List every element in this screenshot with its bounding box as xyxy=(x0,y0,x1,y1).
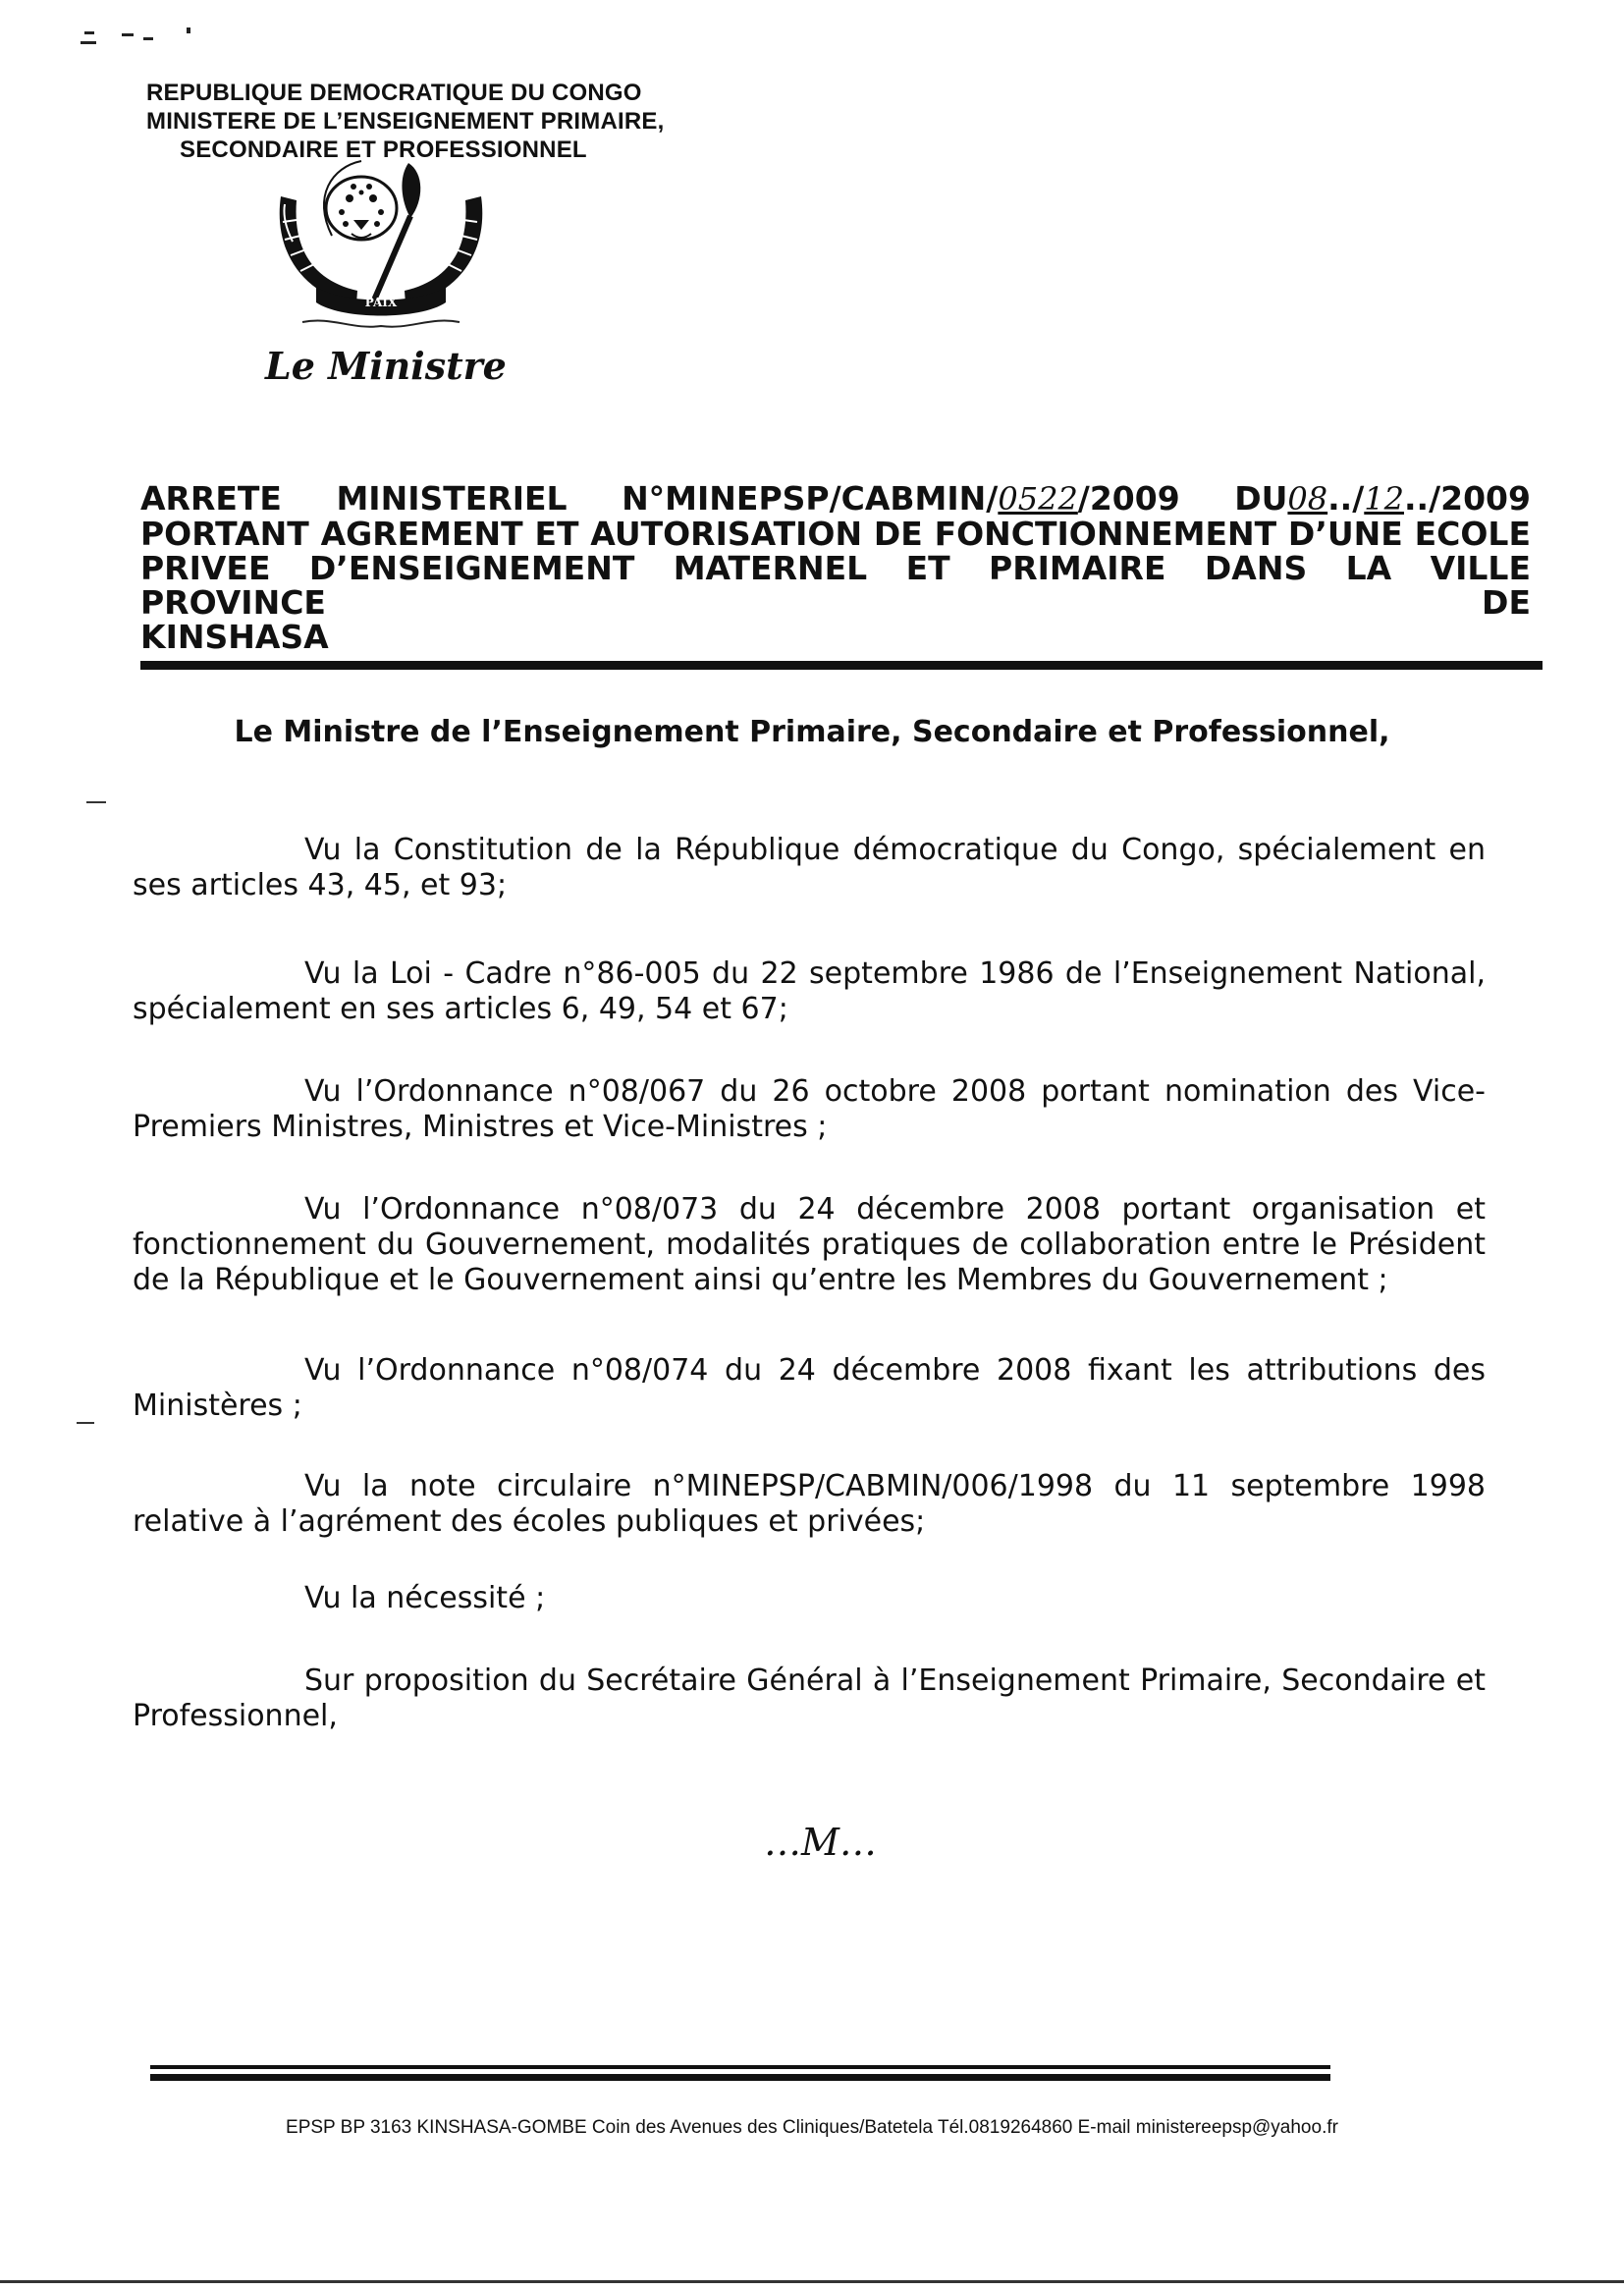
title-divider xyxy=(140,661,1543,670)
footer-divider-thick xyxy=(150,2074,1330,2081)
decree-number-line xyxy=(140,481,1531,517)
coat-of-arms-icon xyxy=(263,157,499,334)
decree-date xyxy=(1234,481,1531,517)
decree-subject-line2: PRIVEE D’ENSEIGNEMENT MATERNEL ET PRIMAIRE DANS LA VILLE PROVINCE DE xyxy=(140,549,1531,622)
decree-date-prefix: DU xyxy=(1234,479,1288,518)
signatory-script: Le Ministre xyxy=(265,344,507,388)
minister-heading: Le Ministre de l’Enseignement Primaire, Secondaire et Professionnel, xyxy=(234,715,1390,749)
footer-address: EPSP BP 3163 KINSHASA-GOMBE Coin des Avenues des Cliniques/Batetela Tél.0819264860 E-mail ministereepsp@yahoo.fr xyxy=(286,2117,1338,2138)
scan-speck xyxy=(122,33,134,36)
header-country: REPUBLIQUE DEMOCRATIQUE DU CONGO xyxy=(146,80,642,106)
title-word-arrete: ARRETE xyxy=(140,479,282,518)
page-initials: …M… xyxy=(764,1821,877,1864)
footer-divider-thin xyxy=(150,2065,1330,2069)
title-word-ministeriel: MINISTERIEL xyxy=(336,479,568,518)
decree-date-month: 12 xyxy=(1364,480,1404,518)
date-separator: .. xyxy=(1327,479,1353,518)
consideration-loi-cadre: Vu la Loi - Cadre n°86-005 du 22 septembre 1986 de l’Enseignement National, spécialement en ses articles 6, 49, 54 et 67; xyxy=(133,956,1486,1026)
scan-speck xyxy=(86,801,106,803)
consideration-ordonnance-067: Vu l’Ordonnance n°08/067 du 26 octobre 2008 portant nomination des Vice-Premiers Ministres, Ministres et Vice-Ministres ; xyxy=(133,1074,1486,1144)
consideration-ordonnance-073: Vu l’Ordonnance n°08/073 du 24 décembre 2008 portant organisation et fonctionnement du Gouvernement, modalités pratiques de collaboration entre le Président de la République et le Gouvernement ainsi qu’entre les Membres du Gouvernement ; xyxy=(133,1192,1486,1297)
consideration-constitution: Vu la Constitution de la République démocratique du Congo, spécialement en ses articles 43, 45, et 93; xyxy=(133,833,1486,902)
scan-speck xyxy=(84,31,94,34)
consideration-note-circulaire: Vu la note circulaire n°MINEPSP/CABMIN/006/1998 du 11 septembre 1998 relative à l’agrément des écoles publiques et privées; xyxy=(133,1469,1486,1539)
decree-subject-line1: PORTANT AGREMENT ET AUTORISATION DE FONCTIONNEMENT D’UNE ECOLE xyxy=(140,515,1531,553)
header-ministry-cont: SECONDAIRE ET PROFESSIONNEL xyxy=(180,136,587,163)
decree-number-suffix: /2009 xyxy=(1077,479,1180,518)
consideration-necessite: Vu la nécessité ; xyxy=(304,1581,546,1615)
consideration-proposition: Sur proposition du Secrétaire Général à l’Enseignement Primaire, Secondaire et Professionnel, xyxy=(133,1664,1486,1733)
scan-speck xyxy=(81,41,96,44)
scan-speck xyxy=(143,37,153,40)
decree-date-day: 08 xyxy=(1287,480,1328,518)
date-separator: .. xyxy=(1403,479,1430,518)
scan-edge xyxy=(0,2280,1624,2283)
decree-number-handwritten: 0522 xyxy=(998,480,1078,518)
scan-speck xyxy=(187,27,190,33)
decree-number xyxy=(622,481,1180,517)
decree-title xyxy=(140,481,1531,654)
emblem-band-text: PAIX xyxy=(364,296,398,309)
decree-subject-line3: KINSHASA xyxy=(140,618,329,656)
decree-date-suffix: /2009 xyxy=(1429,479,1531,518)
date-separator: / xyxy=(1352,479,1365,518)
scan-speck xyxy=(77,1422,94,1424)
header-ministry: MINISTERE DE L’ENSEIGNEMENT PRIMAIRE, xyxy=(146,108,665,135)
consideration-ordonnance-074: Vu l’Ordonnance n°08/074 du 24 décembre 2008 fixant les attributions des Ministères ; xyxy=(133,1353,1486,1423)
decree-number-prefix: N°MINEPSP/CABMIN/ xyxy=(622,479,999,518)
